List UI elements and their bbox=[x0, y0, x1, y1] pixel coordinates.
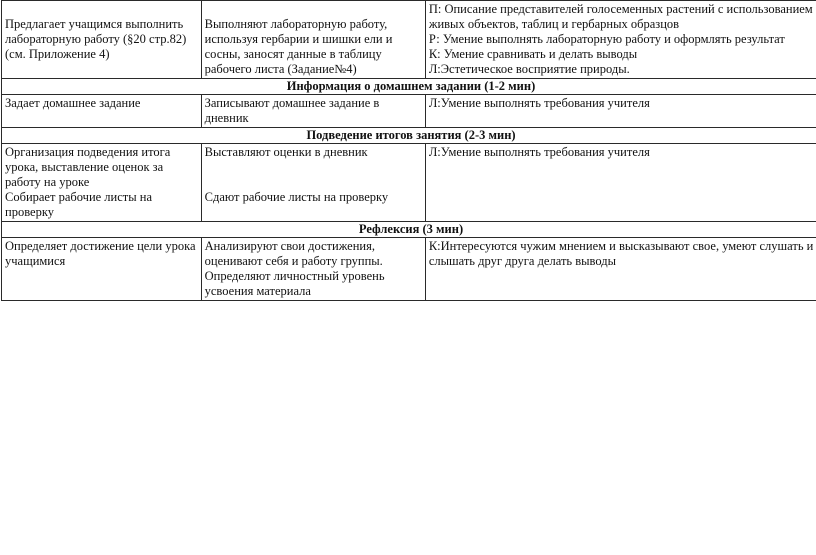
homework-uud-cell: Л:Умение выполнять требования учителя bbox=[425, 95, 816, 128]
reflection-uud-line-1: К:Интересуются чужим мнением и высказывают свое, умеют слушать и bbox=[428, 239, 814, 253]
uud-cell bbox=[425, 1, 816, 79]
uud-line-regulative: Р: Умение выполнять лабораторную работу и оформлять результат bbox=[428, 32, 785, 46]
table-row-reflection bbox=[2, 238, 816, 301]
table-row-homework bbox=[2, 95, 816, 128]
student-activity-cell bbox=[201, 1, 425, 79]
reflection-students-text-a: Анализируют свои достижения, оценивают себя и работу группы. bbox=[204, 239, 383, 268]
table-row-summary bbox=[2, 144, 816, 222]
summary-students-text-b: Сдают рабочие листы на проверку bbox=[204, 190, 389, 204]
summary-teacher-text-a: Организация подведения итога урока, выставление оценок за работу на уроке bbox=[5, 145, 171, 189]
uud-line-cognitive: П: Описание представителей голосеменных растений с использованием bbox=[428, 2, 813, 16]
homework-teacher-cell: Задает домашнее задание bbox=[2, 95, 202, 128]
table-row-lab-work bbox=[2, 1, 816, 79]
homework-students-cell: Записывают домашнее задание в дневник bbox=[201, 95, 425, 128]
teacher-activity-text: Предлагает учащимся выполнить лабораторную работу (§20 стр.82) (см. Приложение 4) bbox=[5, 17, 187, 61]
uud-line-personal: Л:Эстетическое восприятие природы. bbox=[428, 62, 630, 76]
summary-uud-cell: Л:Умение выполнять требования учителя bbox=[425, 144, 816, 222]
reflection-students-text-b: Определяют личностный уровень усвоения материала bbox=[204, 269, 385, 298]
section-title-homework: Информация о домашнем задании (1-2 мин) bbox=[2, 79, 816, 95]
lesson-plan-table bbox=[1, 0, 816, 301]
section-row-homework bbox=[2, 79, 816, 95]
uud-line-cognitive-cont: живых объектов, таблиц и гербарных образцов bbox=[428, 17, 680, 31]
summary-spacer bbox=[205, 175, 422, 190]
reflection-students-cell bbox=[201, 238, 425, 301]
summary-students-text-a: Выставляют оценки в дневник bbox=[204, 145, 368, 159]
section-title-summary: Подведение итогов занятия (2-3 мин) bbox=[2, 128, 816, 144]
summary-spacer bbox=[205, 160, 422, 175]
summary-teacher-cell bbox=[2, 144, 202, 222]
summary-students-cell bbox=[201, 144, 425, 222]
student-activity-text: Выполняют лабораторную работу, используя гербарии и шишки ели и сосны, заносят данные в таблицу рабочего листа (Задание№4) bbox=[204, 17, 393, 76]
section-title-reflection: Рефлексия (3 мин) bbox=[2, 222, 816, 238]
section-row-reflection bbox=[2, 222, 816, 238]
reflection-uud-cell bbox=[425, 238, 816, 301]
reflection-uud-line-2: слышать друг друга делать выводы bbox=[428, 254, 617, 268]
section-row-summary bbox=[2, 128, 816, 144]
teacher-activity-cell bbox=[2, 1, 202, 79]
reflection-teacher-cell: Определяет достижение цели урока учащимися bbox=[2, 238, 202, 301]
summary-teacher-text-b: Собирает рабочие листы на проверку bbox=[5, 190, 153, 219]
uud-line-communicative: К: Умение сравнивать и делать выводы bbox=[428, 47, 638, 61]
